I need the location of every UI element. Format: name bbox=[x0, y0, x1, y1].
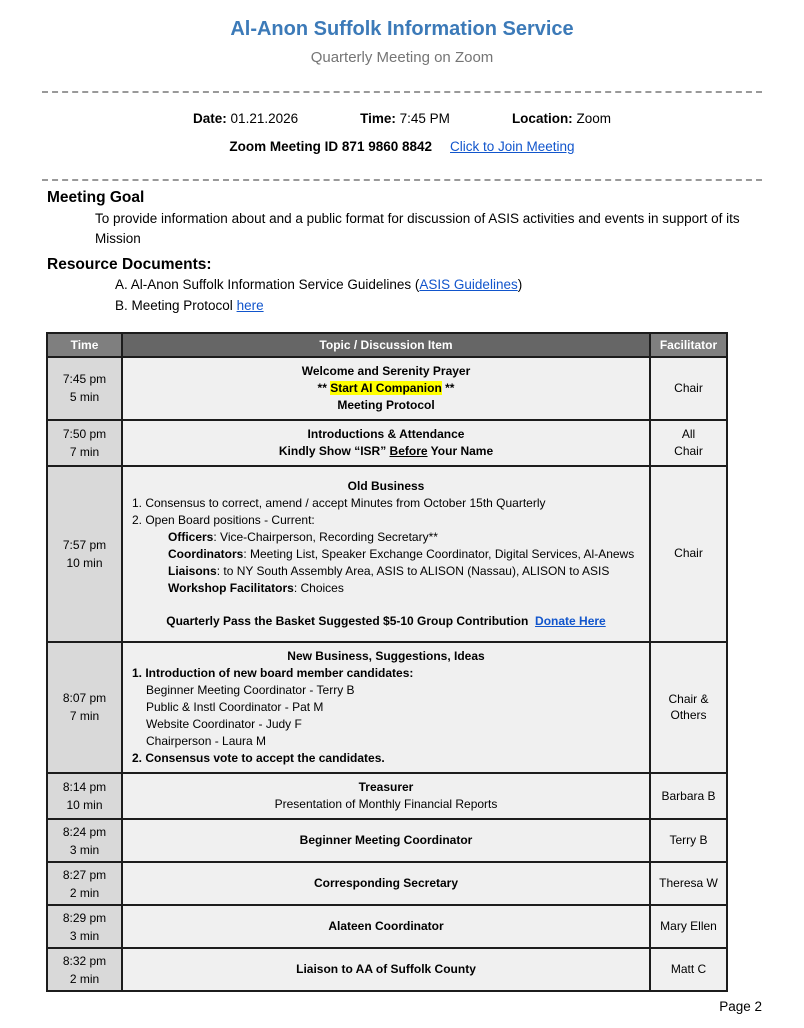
row-time: 8:27 pm bbox=[62, 867, 107, 882]
topic-title: Treasurer bbox=[358, 780, 414, 794]
candidate-line: Public & Instl Coordinator - Pat M bbox=[146, 699, 324, 714]
row-duration: 3 min bbox=[69, 928, 100, 943]
table-row bbox=[47, 420, 727, 466]
topic-sub-item bbox=[168, 563, 640, 580]
resource-item-b bbox=[115, 296, 804, 316]
facilitator-line: Chair & bbox=[668, 691, 709, 706]
facilitator-cell: Mary Ellen bbox=[650, 905, 727, 948]
column-header-time: Time bbox=[47, 333, 122, 357]
table-row bbox=[47, 905, 727, 948]
topic-list-item: 2. Consensus vote to accept the candidates. bbox=[132, 750, 385, 765]
topic-title: New Business, Suggestions, Ideas bbox=[287, 648, 485, 663]
resource-a-text: A. Al-Anon Suffolk Information Service Guidelines ( bbox=[115, 277, 420, 293]
facilitator-cell bbox=[650, 642, 727, 773]
topic-title: Old Business bbox=[347, 478, 425, 493]
time-cell bbox=[47, 862, 122, 905]
row-time: 8:24 pm bbox=[62, 824, 107, 839]
facilitator-line: All bbox=[681, 426, 696, 441]
topic-sub-item bbox=[168, 546, 640, 563]
asis-guidelines-link[interactable]: ASIS Guidelines bbox=[419, 277, 518, 293]
text-segment: Your Name bbox=[427, 443, 494, 458]
time-cell bbox=[47, 905, 122, 948]
topic-cell bbox=[122, 642, 650, 773]
row-time: 8:29 pm bbox=[62, 910, 107, 925]
agenda-table bbox=[46, 332, 728, 992]
candidate-line: Chairperson - Laura M bbox=[146, 733, 267, 748]
sub-item-label: Liaisons bbox=[168, 563, 217, 578]
facilitator-cell: Theresa W bbox=[650, 862, 727, 905]
column-header-topic: Topic / Discussion Item bbox=[122, 333, 650, 357]
time-cell bbox=[47, 357, 122, 420]
zoom-id-label: Zoom Meeting ID bbox=[229, 139, 339, 154]
meeting-location bbox=[512, 111, 611, 126]
zoom-meeting-id bbox=[229, 139, 432, 154]
row-time: 7:45 pm bbox=[62, 372, 107, 387]
table-row bbox=[47, 948, 727, 991]
table-row bbox=[47, 642, 727, 773]
resource-a-suffix: ) bbox=[517, 277, 523, 293]
topic-list-item: 2. Open Board positions - Current: bbox=[132, 512, 315, 527]
location-label: Location: bbox=[511, 111, 573, 126]
highlighted-text: Start AI Companion bbox=[330, 380, 442, 395]
agenda-header-row bbox=[47, 333, 727, 357]
row-duration: 10 min bbox=[66, 555, 103, 570]
facilitator-cell: Matt C bbox=[650, 948, 727, 991]
spacer bbox=[132, 597, 640, 613]
facilitator-line: Chair bbox=[674, 443, 703, 458]
basket-text: Quarterly Pass the Basket Suggested $5-10 Group Contribution bbox=[166, 613, 529, 628]
topic-cell bbox=[122, 773, 650, 819]
time-cell bbox=[47, 773, 122, 819]
sub-item-text: : Vice-Chairperson, Recording Secretary** bbox=[213, 529, 438, 544]
topic-list-item: 1. Consensus to correct, amend / accept Minutes from October 15th Quarterly bbox=[132, 495, 546, 510]
topic-line bbox=[132, 380, 640, 397]
table-row bbox=[47, 773, 727, 819]
facilitator-cell: Terry B bbox=[650, 819, 727, 862]
table-row bbox=[47, 862, 727, 905]
page-title: Al-Anon Suffolk Information Service bbox=[230, 18, 574, 40]
meeting-time bbox=[360, 111, 450, 126]
topic-list-item: 1. Introduction of new board member candidates: bbox=[132, 665, 414, 680]
sub-item-text: : to NY South Assembly Area, ASIS to ALISON (Nassau), ALISON to ASIS bbox=[216, 563, 610, 578]
time-cell bbox=[47, 819, 122, 862]
divider-top bbox=[42, 91, 762, 93]
topic-cell bbox=[122, 420, 650, 466]
topic-cell bbox=[122, 905, 650, 948]
meeting-date bbox=[193, 111, 298, 126]
facilitator-cell: Chair bbox=[650, 357, 727, 420]
row-duration: 5 min bbox=[69, 390, 100, 405]
row-time: 8:07 pm bbox=[62, 691, 107, 706]
facilitator-cell: Barbara B bbox=[650, 773, 727, 819]
zoom-id-value: 871 9860 8842 bbox=[341, 139, 433, 154]
topic-title: Alateen Coordinator bbox=[328, 919, 444, 934]
join-meeting-link[interactable]: Click to Join Meeting bbox=[450, 139, 575, 154]
facilitator-line: Others bbox=[670, 708, 707, 723]
asterisks: ** bbox=[441, 380, 455, 395]
row-time: 8:32 pm bbox=[62, 953, 107, 968]
time-value: 7:45 PM bbox=[399, 111, 450, 126]
zoom-meeting-row bbox=[0, 139, 804, 154]
resource-item-a bbox=[115, 275, 804, 295]
page-subtitle: Quarterly Meeting on Zoom bbox=[310, 49, 494, 66]
time-cell bbox=[47, 642, 122, 773]
text-segment: Kindly Show “ISR” bbox=[278, 443, 390, 458]
asterisks: ** bbox=[317, 380, 331, 395]
topic-line: Introductions & Attendance bbox=[307, 426, 465, 441]
table-row bbox=[47, 466, 727, 642]
topic-line bbox=[132, 443, 640, 460]
topic-cell bbox=[122, 466, 650, 642]
time-label: Time: bbox=[360, 111, 396, 126]
topic-cell bbox=[122, 819, 650, 862]
donate-here-link[interactable]: Donate Here bbox=[535, 613, 606, 628]
topic-sub-item bbox=[168, 529, 640, 546]
sub-item-label: Coordinators bbox=[168, 546, 244, 561]
date-value: 01.21.2026 bbox=[230, 111, 299, 126]
topic-title: Corresponding Secretary bbox=[313, 876, 459, 891]
row-time: 7:50 pm bbox=[62, 426, 107, 441]
topic-line: Meeting Protocol bbox=[337, 397, 435, 412]
row-duration: 3 min bbox=[69, 842, 100, 857]
sub-item-label: Workshop Facilitators bbox=[168, 580, 294, 595]
topic-cell bbox=[122, 948, 650, 991]
meeting-meta-row bbox=[0, 111, 804, 126]
topic-cell bbox=[122, 862, 650, 905]
time-cell bbox=[47, 466, 122, 642]
time-cell bbox=[47, 948, 122, 991]
resource-documents-heading: Resource Documents: bbox=[47, 256, 212, 274]
time-cell bbox=[47, 420, 122, 466]
page-number: Page 2 bbox=[719, 999, 762, 1015]
row-duration: 10 min bbox=[66, 798, 103, 813]
column-header-facilitator: Facilitator bbox=[650, 333, 727, 357]
basket-line bbox=[132, 613, 640, 630]
row-time: 8:14 pm bbox=[62, 780, 107, 795]
row-duration: 2 min bbox=[69, 885, 100, 900]
meeting-goal-text: To provide information about and a public format for discussion of ASIS activities and events in support of its Mission bbox=[95, 211, 740, 246]
topic-title: Beginner Meeting Coordinator bbox=[299, 833, 473, 848]
candidate-line: Beginner Meeting Coordinator - Terry B bbox=[146, 682, 355, 697]
meeting-protocol-link[interactable]: here bbox=[236, 298, 264, 314]
resource-b-text: B. Meeting Protocol bbox=[115, 298, 237, 314]
row-time: 7:57 pm bbox=[62, 537, 107, 552]
topic-sub-item bbox=[168, 580, 640, 597]
facilitator-cell: Chair bbox=[650, 466, 727, 642]
date-label: Date: bbox=[193, 111, 227, 126]
row-duration: 2 min bbox=[69, 971, 100, 986]
divider-middle bbox=[42, 179, 762, 181]
facilitator-cell bbox=[650, 420, 727, 466]
table-row bbox=[47, 357, 727, 420]
meeting-goal-heading: Meeting Goal bbox=[47, 189, 145, 206]
candidate-line: Website Coordinator - Judy F bbox=[146, 716, 302, 731]
row-duration: 7 min bbox=[69, 709, 100, 724]
topic-line: Welcome and Serenity Prayer bbox=[301, 363, 471, 378]
location-value: Zoom bbox=[576, 111, 611, 126]
underlined-text: Before bbox=[389, 443, 428, 458]
sub-item-text: : Meeting List, Speaker Exchange Coordinator, Digital Services, Al-Anews bbox=[243, 546, 635, 561]
topic-cell bbox=[122, 357, 650, 420]
sub-item-label: Officers bbox=[168, 529, 214, 544]
row-duration: 7 min bbox=[69, 444, 100, 459]
table-row bbox=[47, 819, 727, 862]
topic-line: Presentation of Monthly Financial Reports bbox=[274, 797, 498, 812]
topic-title: Liaison to AA of Suffolk County bbox=[296, 962, 476, 977]
sub-item-text: : Choices bbox=[293, 580, 344, 595]
